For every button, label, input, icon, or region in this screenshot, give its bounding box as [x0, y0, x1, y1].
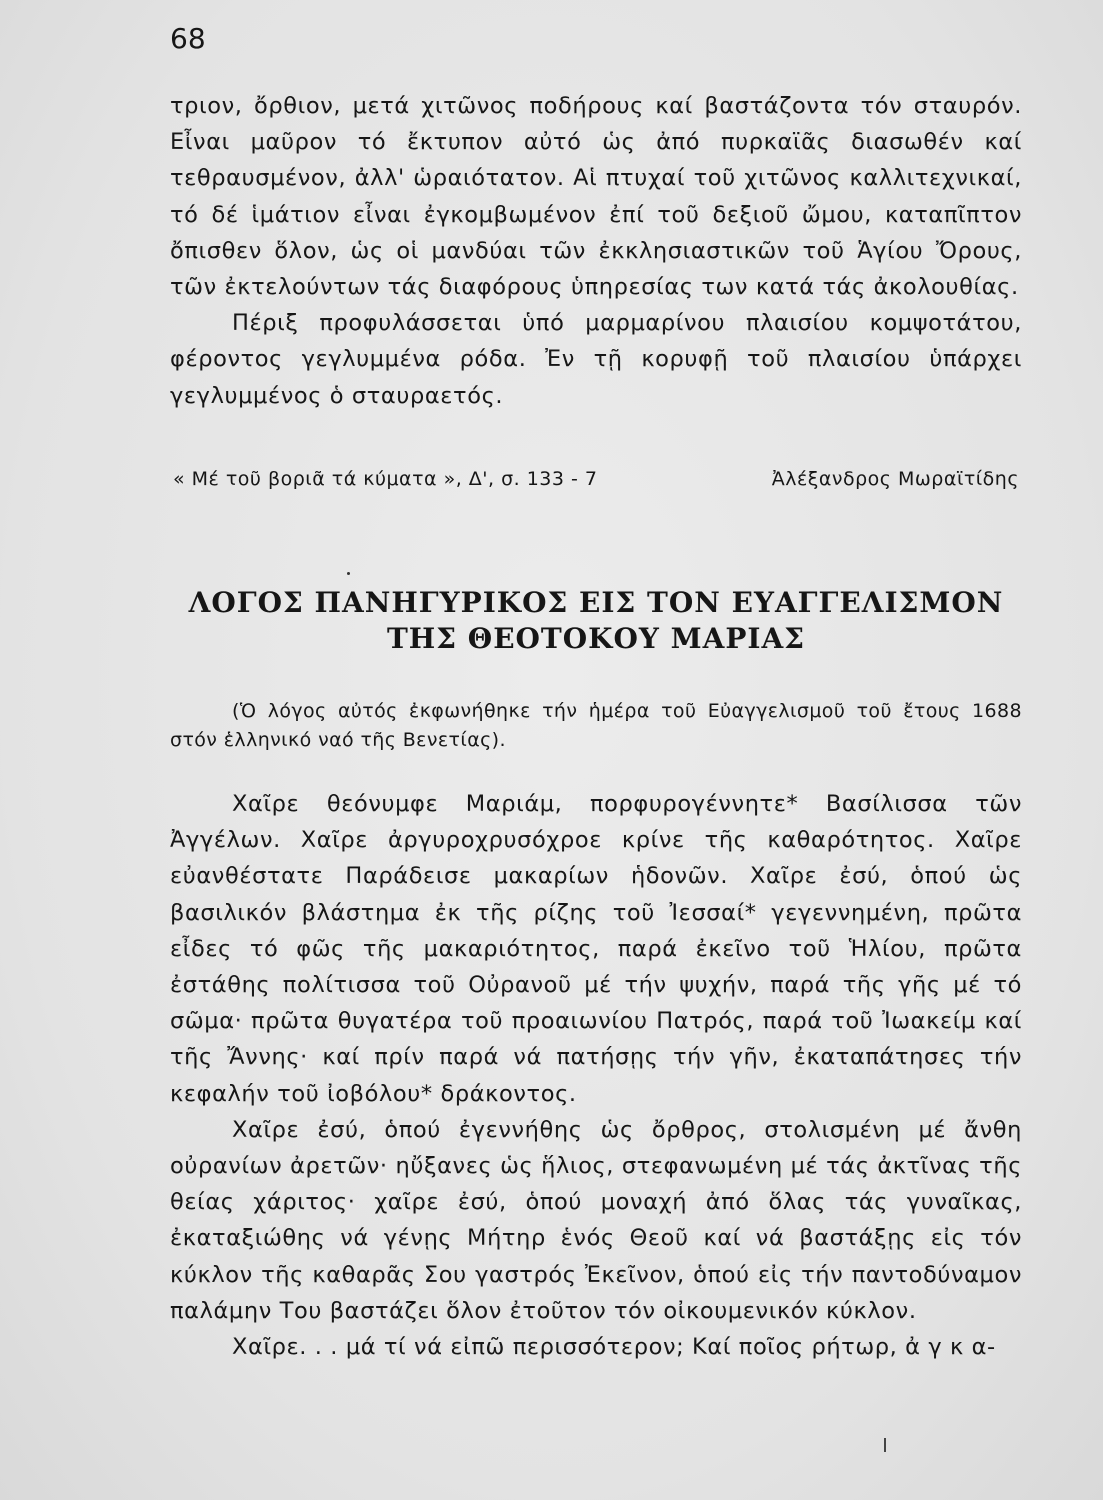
body-paragraph-1: Χαῖρε θεόνυμφε Μαριάμ, πορφυρογέννητε* Βασίλισσα τῶν Ἀγγέλων. Χαῖρε ἀργυροχρυσόχροε κρίνε τῆς καθαρότητος. Χαῖρε εὐανθέστατε Παράδεισε μακαρίων ἡδονῶν. Χαῖρε ἐσύ, ὁπού ὡς βασιλικόν βλάστημα ἐκ τῆς ρίζης τοῦ Ἰεσσαί* γεγεννημένη, πρῶτα εἶδες τό φῶς τῆς μακαριότητος, παρά ἐκεῖνο τοῦ Ἡλίου, πρῶτα ἐστάθης πολίτισσα τοῦ Οὐρανοῦ μέ τήν ψυχήν, παρά τῆς γῆς μέ τό σῶμα· πρῶτα θυγατέρα τοῦ προαιωνίου Πατρός, παρά τοῦ Ἰωακείμ καί τῆς Ἄννης· καί πρίν παρά νά πατήσῃς τήν γῆν, ἐκαταπάτησες τήν κεφαλήν τοῦ ἰοβόλου* δράκοντος.	[170, 791, 1022, 1107]
section-body	[170, 786, 1022, 1365]
ink-speck	[347, 572, 350, 575]
body-paragraph-3: Χαῖρε. . . μά τί νά εἰπῶ περισσότερον; Καί ποῖος ρήτωρ, ἀ γ κ α-	[232, 1334, 996, 1361]
section-title-line-1: ΛΟΓΟΣ ΠΑΝΗΓΥΡΙΚΟΣ ΕΙΣ ΤΟΝ ΕΥΑΓΓΕΛΙΣΜΟΝ	[188, 586, 1004, 619]
body-paragraph-2: Χαῖρε ἐσύ, ὁπού ἐγεννήθης ὡς ὄρθρος, στολισμένη μέ ἄνθη οὐρανίων ἀρετῶν· ηὔξανες ὡς ἥλιος, στεφανωμένη μέ τάς ἀκτῖνας τῆς θείας χάριτος· χαῖρε ἐσύ, ὁπού μοναχή ἀπό ὅλας τάς γυναῖκας, ἐκαταξιώθης νά γένῃς Μήτηρ ἑνός Θεοῦ καί νά βαστάξῃς εἰς τόν κύκλον τῆς καθαρᾶς Σου γαστρός Ἐκεῖνον, ὁπού εἰς τήν παντοδύναμον παλάμην Του βαστάζει ὅλον ἐτοῦτον τόν οἰκουμενικόν κύκλον.	[170, 1116, 1022, 1324]
excerpt-source: « Μέ τοῦ βοριᾶ τά κύματα », Δ', σ. 133 - 7	[173, 468, 598, 490]
excerpt-paragraph-2: Πέριξ προφυλάσσεται ὑπό μαρμαρίνου πλαισίου κομψοτάτου, φέροντος γεγλυμμένα ρόδα. Ἐν τῇ κορυφῇ τοῦ πλαισίου ὑπάρχει γεγλυμμένος ὁ σταυραετός.	[170, 310, 1022, 409]
margin-mark	[884, 1438, 886, 1452]
excerpt-author: Ἀλέξανδρος Μωραϊτίδης	[771, 468, 1019, 490]
page-number: 68	[170, 22, 206, 55]
section-note: (Ὁ λόγος αὐτός ἐκφωνήθηκε τήν ἡμέρα τοῦ Εὐαγγελισμοῦ τοῦ ἔτους 1688 στόν ἑλληνικό ναό τῆς Βενετίας).	[170, 700, 1022, 751]
section-title-line-2: ΤΗΣ ΘΕΟΤΟΚΟΥ ΜΑΡΙΑΣ	[386, 622, 806, 655]
excerpt-body	[170, 88, 1022, 414]
section-title	[170, 585, 1022, 657]
excerpt-attribution	[173, 468, 1019, 490]
excerpt-paragraph-1: τριον, ὄρθιον, μετά χιτῶνος ποδήρους καί βαστάζοντα τόν σταυρόν. Εἶναι μαῦρον τό ἔκτυπον αὐτό ὡς ἀπό πυρκαϊᾶς διασωθέν καί τεθραυσμένον, ἀλλ' ὡραιότατον. Αἱ πτυχαί τοῦ χιτῶνος καλλιτεχνικαί, τό δέ ἱμάτιον εἶναι ἐγκομβωμένον ἐπί τοῦ δεξιοῦ ὤμου, καταπῖπτον ὄπισθεν ὅλον, ὡς οἱ μανδύαι τῶν ἐκκλησιαστικῶν τοῦ Ἁγίου Ὄρους, τῶν ἐκτελούντων τάς διαφόρους ὑπηρεσίας των κατά τάς ἀκολουθίας.	[170, 93, 1022, 301]
